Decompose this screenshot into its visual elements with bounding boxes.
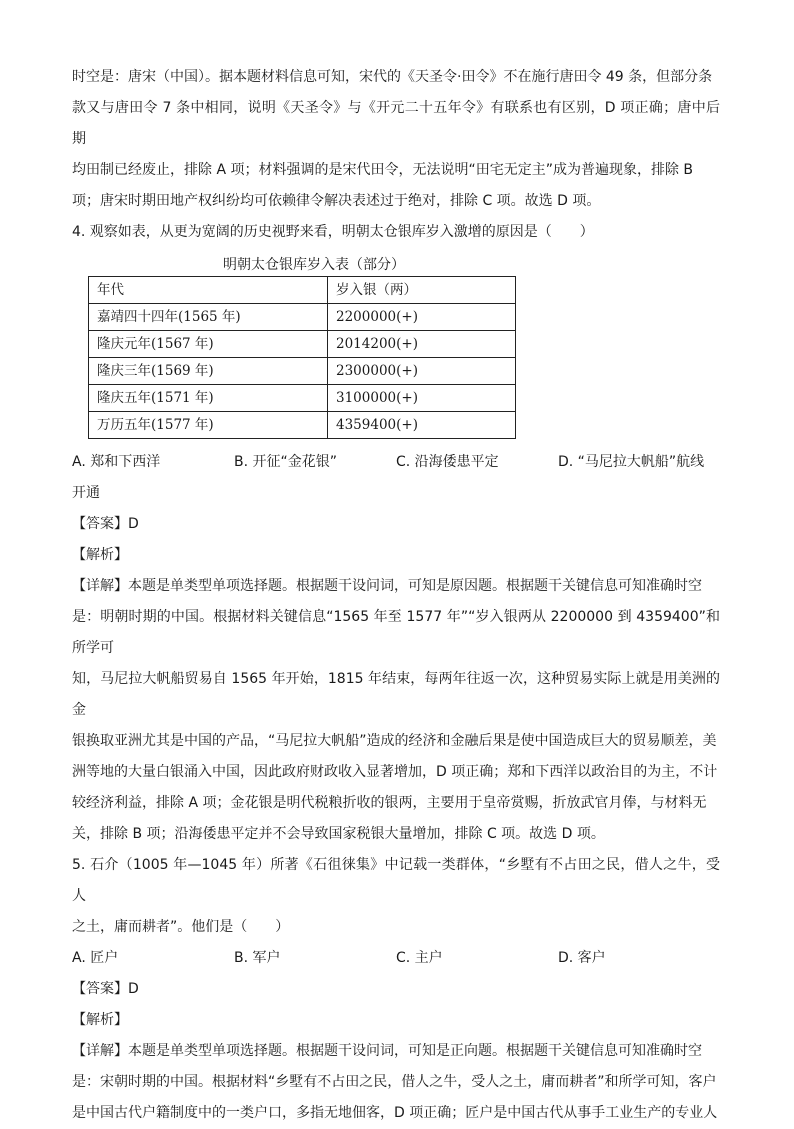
q5-detail-line-1: 【详解】本题是单类型单项选择题。根据题干设问词，可知是正向题。根据题干关键信息可知准确时空 xyxy=(72,1043,702,1059)
q4-detail-line-1: 【详解】本题是单类型单项选择题。根据题干设问词，可知是原因题。根据题干关键信息可知准确时空 xyxy=(72,578,702,594)
q5-answer: 【答案】D xyxy=(72,981,139,997)
table-cell-era: 嘉靖四十四年(1565 年) xyxy=(89,304,328,331)
q5-detail-line-3: 是中国古代户籍制度中的一类户口，多指无地佃客，D 项正确；匠户是中国古代从事手工业生产的专业人 xyxy=(72,1105,718,1121)
q5-option-b: B. 军户 xyxy=(234,950,281,966)
q5-stem-line-2: 之土，庸而耕者”。他们是（ ） xyxy=(72,919,290,935)
prev-analysis-line-3: 均田制已经废止，排除 A 项；材料强调的是宋代田令，无法说明“田宅无定主”成为普遍现象，排除 B xyxy=(72,162,694,178)
q4-detail-line-3: 知，马尼拉大帆船贸易自 1565 年开始，1815 年结束，每两年往返一次，这种贸易实际上就是用美洲的金 xyxy=(72,671,720,718)
q4-options xyxy=(72,447,720,478)
silver-revenue-table xyxy=(88,276,516,439)
q4-option-c: C. 沿海倭患平定 xyxy=(396,454,499,470)
table-header-silver: 岁入银（两） xyxy=(328,277,516,304)
silver-revenue-table-block xyxy=(88,254,516,439)
table-cell-era: 隆庆三年(1569 年) xyxy=(89,358,328,385)
table-cell-era: 隆庆五年(1571 年) xyxy=(89,385,328,412)
q5-option-c: C. 主户 xyxy=(396,950,443,966)
table-row xyxy=(89,304,516,331)
q4-stem: 4. 观察如表，从更为宽阔的历史视野来看，明朝太仓银库岁入激增的原因是（ ） xyxy=(72,224,594,240)
table-cell-silver: 3100000(+) xyxy=(328,385,516,412)
q4-option-d: D. “马尼拉大帆船”航线 xyxy=(558,454,705,470)
table-row xyxy=(89,412,516,439)
q5-option-d: D. 客户 xyxy=(558,950,606,966)
document-page xyxy=(72,62,720,1129)
table-row xyxy=(89,385,516,412)
q5-analysis-label: 【解析】 xyxy=(72,1012,128,1028)
q4-detail-line-7: 关，排除 B 项；沿海倭患平定并不会导致国家税银大量增加，排除 C 项。故选 D 项。 xyxy=(72,826,605,842)
table-cell-silver: 2200000(+) xyxy=(328,304,516,331)
prev-analysis-line-1: 时空是：唐宋（中国）。据本题材料信息可知，宋代的《天圣令·田令》不在施行唐田令 49 条，但部分条 xyxy=(72,69,713,85)
q4-detail-line-6: 较经济利益，排除 A 项；金花银是明代税粮折收的银两，主要用于皇帝赏赐，折放武官月俸，与材料无 xyxy=(72,795,707,811)
q5-detail-line-2: 是：宋朝时期的中国。根据材料“乡墅有不占田之民，借人之牛，受人之土，庸而耕者”和所学可知，客户 xyxy=(72,1074,717,1090)
q4-analysis-label: 【解析】 xyxy=(72,547,128,563)
table-header-era: 年代 xyxy=(89,277,328,304)
table-cell-era: 万历五年(1577 年) xyxy=(89,412,328,439)
q4-detail-line-4: 银换取亚洲尤其是中国的产品，“马尼拉大帆船”造成的经济和金融后果是使中国造成巨大的贸易顺差，美 xyxy=(72,733,717,749)
prev-analysis-line-2: 款又与唐田令 7 条中相同，说明《天圣令》与《开元二十五年令》有联系也有区别，D 项正确；唐中后期 xyxy=(72,100,720,147)
spacer xyxy=(72,439,720,447)
table-row xyxy=(89,358,516,385)
table-row xyxy=(89,331,516,358)
table-cell-silver: 2300000(+) xyxy=(328,358,516,385)
q4-option-a: A. 郑和下西洋 xyxy=(72,454,161,470)
q4-detail-line-2: 是：明朝时期的中国。根据材料关键信息“1565 年至 1577 年”“岁入银两从 2200000 到 4359400”和所学可 xyxy=(72,609,720,656)
table-cell-silver: 2014200(+) xyxy=(328,331,516,358)
q4-option-b: B. 开征“金花银” xyxy=(234,454,338,470)
table-title: 明朝太仓银库岁入表（部分） xyxy=(223,257,405,273)
q5-option-a: A. 匠户 xyxy=(72,950,119,966)
q4-detail-line-5: 洲等地的大量白银涌入中国，因此政府财政收入显著增加，D 项正确；郑和下西洋以政治目的为主，不计 xyxy=(72,764,718,780)
q5-stem-line-1: 5. 石介（1005 年—1045 年）所著《石徂徕集》中记载一类群体，“乡墅有不占田之民，借人之牛，受人 xyxy=(72,857,720,904)
table-cell-era: 隆庆元年(1567 年) xyxy=(89,331,328,358)
table-cell-silver: 4359400(+) xyxy=(328,412,516,439)
q4-option-d-continued: 开通 xyxy=(72,485,100,501)
table-header-row xyxy=(89,277,516,304)
q5-options xyxy=(72,943,720,974)
prev-analysis-line-4: 项；唐宋时期田地产权纠纷均可依赖律令解决表述过于绝对，排除 C 项。故选 D 项。 xyxy=(72,193,601,209)
q4-answer: 【答案】D xyxy=(72,516,139,532)
